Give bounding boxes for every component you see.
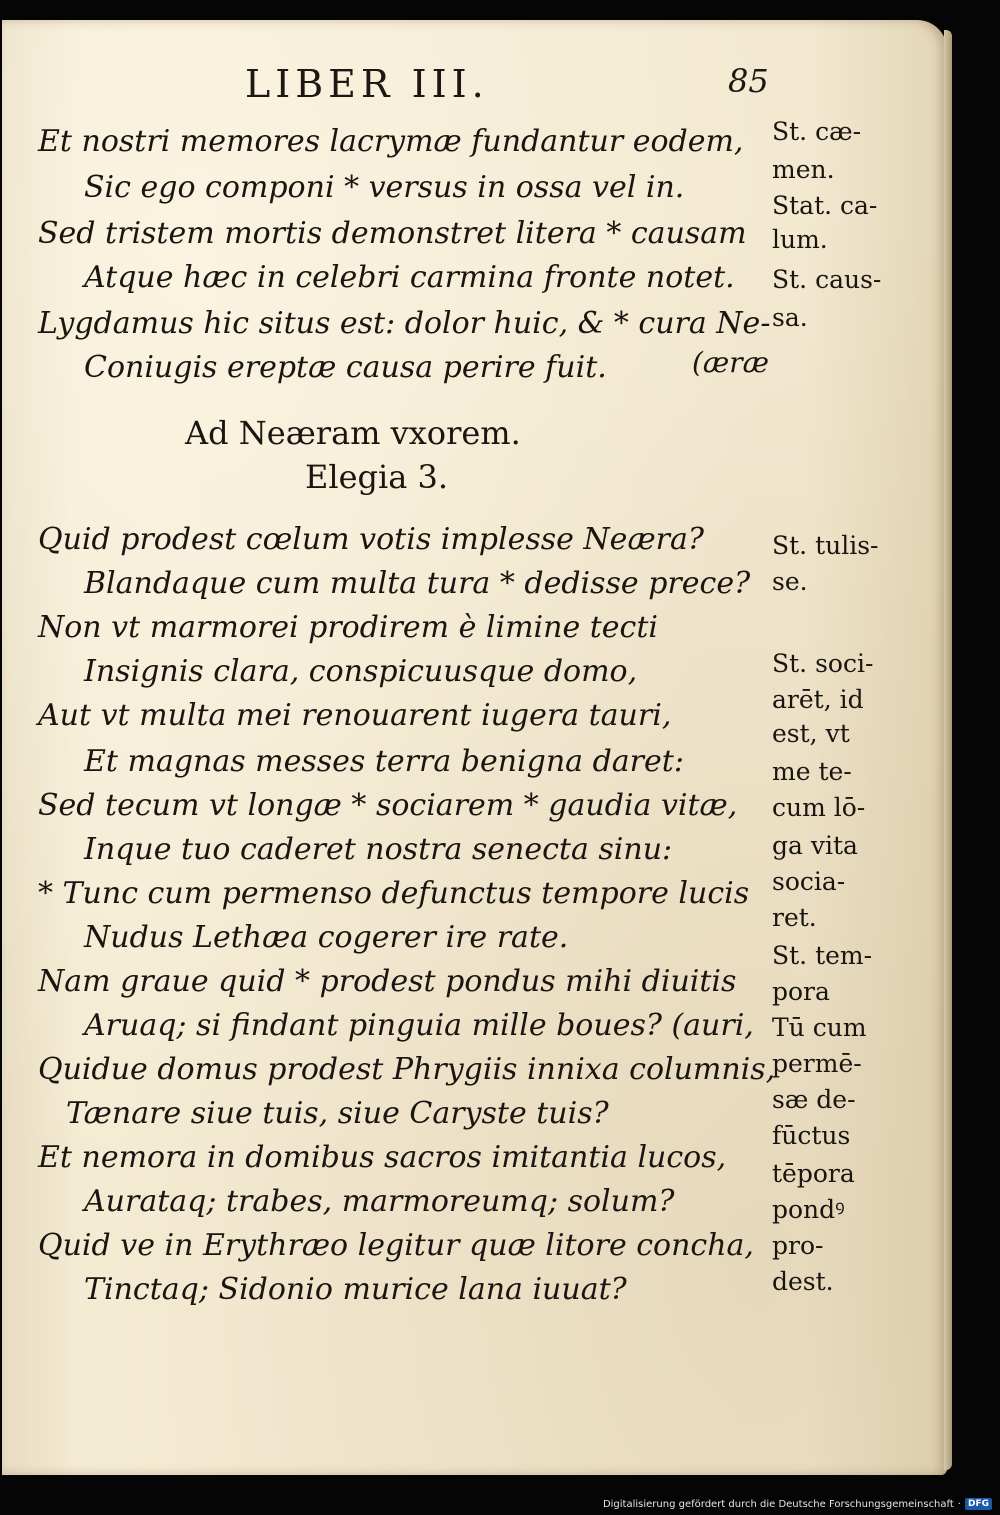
margin-note: dest. <box>772 1267 834 1296</box>
verse-line: Non vt marmorei prodirem è limine tecti <box>38 610 658 645</box>
verse-line: Sed tecum vt longæ * sociarem * gaudia vitæ, <box>38 788 738 823</box>
margin-note: tēpora <box>772 1159 855 1188</box>
credit-separator: · <box>957 1498 961 1510</box>
margin-note: socia- <box>772 867 846 896</box>
margin-note: Stat. ca- <box>772 191 878 220</box>
margin-note: fūctus <box>772 1121 851 1150</box>
margin-note: pora <box>772 977 830 1006</box>
verse-line: Coniugis ereptæ causa perire fuit. <box>84 350 607 385</box>
margin-note: St. tulis- <box>772 531 879 560</box>
margin-note: St. cæ- <box>772 117 862 146</box>
elegy-number: Elegia 3. <box>305 458 449 496</box>
verse-line: Insignis clara, conspicuusque domo, <box>84 654 638 689</box>
margin-note: Tū cum <box>772 1013 867 1042</box>
verse-line: Sic ego componi * versus in ossa vel in. <box>84 170 685 205</box>
verse-line: Aut vt multa mei renouarent iugera tauri, <box>38 698 672 733</box>
verse-line: Sed tristem mortis demonstret litera * causam <box>38 216 747 251</box>
margin-note: permē- <box>772 1049 862 1078</box>
verse-line: Et nostri memores lacrymæ fundantur eodem, <box>38 124 744 159</box>
margin-note: sa. <box>772 303 808 332</box>
credit-text: Digitalisierung gefördert durch die Deutsche Forschungsgemeinschaft <box>602 1498 954 1510</box>
margin-note: St. soci- <box>772 649 874 678</box>
verse-line: Nam graue quid * prodest pondus mihi diuitis <box>38 964 737 999</box>
verse-line: Et magnas messes terra benigna daret: <box>84 744 684 779</box>
verse-line: Atque hæc in celebri carmina fronte notet. <box>84 260 735 295</box>
elegy-title: Ad Neæram vxorem. <box>185 414 521 452</box>
margin-note: arēt, id <box>772 685 864 714</box>
verse-line: * Tunc cum permenso defunctus tempore lucis <box>38 876 750 911</box>
verse-line: Aruaq; si findant pinguia mille boues? (auri, <box>84 1008 754 1043</box>
dfg-logo-icon: DFG <box>965 1498 992 1510</box>
margin-note: ret. <box>772 903 817 932</box>
verse-line: Quid prodest cœlum votis implesse Neæra? <box>38 522 704 557</box>
margin-note: St. caus- <box>772 265 882 294</box>
catchword: (æræ <box>692 346 769 379</box>
margin-note: est, vt <box>772 719 850 748</box>
verse-line: Quid ve in Erythræo legitur quæ litore concha, <box>38 1228 754 1263</box>
verse-line: Quidue domus prodest Phrygiis innixa columnis, <box>38 1052 776 1087</box>
margin-note: cum lō- <box>772 793 866 822</box>
margin-note: pondꝰ <box>772 1195 845 1224</box>
margin-note: sæ de- <box>772 1085 856 1114</box>
verse-line: Et nemora in domibus sacros imitantia lucos, <box>38 1140 727 1175</box>
verse-line: Tinctaq; Sidonio murice lana iuuat? <box>84 1272 627 1307</box>
margin-note: pro- <box>772 1231 824 1260</box>
verse-line: Tænare siue tuis, siue Caryste tuis? <box>66 1096 609 1131</box>
margin-note: men. <box>772 155 835 184</box>
verse-line: Aurataq; trabes, marmoreumq; solum? <box>84 1184 675 1219</box>
folio-number: 85 <box>728 62 769 100</box>
running-head: LIBER III. <box>245 62 489 106</box>
verse-line: Lygdamus hic situs est: dolor huic, & * cura Ne- <box>38 306 771 341</box>
margin-note: me te- <box>772 757 852 786</box>
margin-note: se. <box>772 567 808 596</box>
margin-note: lum. <box>772 225 828 254</box>
digitization-credit <box>603 1498 992 1510</box>
page-edge <box>944 30 952 1470</box>
margin-note: St. tem- <box>772 941 873 970</box>
verse-line: Inque tuo caderet nostra senecta sinu: <box>84 832 673 867</box>
verse-line: Blandaque cum multa tura * dedisse prece? <box>84 566 751 601</box>
verse-line: Nudus Lethæa cogerer ire rate. <box>84 920 569 955</box>
margin-note: ga vita <box>772 831 858 860</box>
